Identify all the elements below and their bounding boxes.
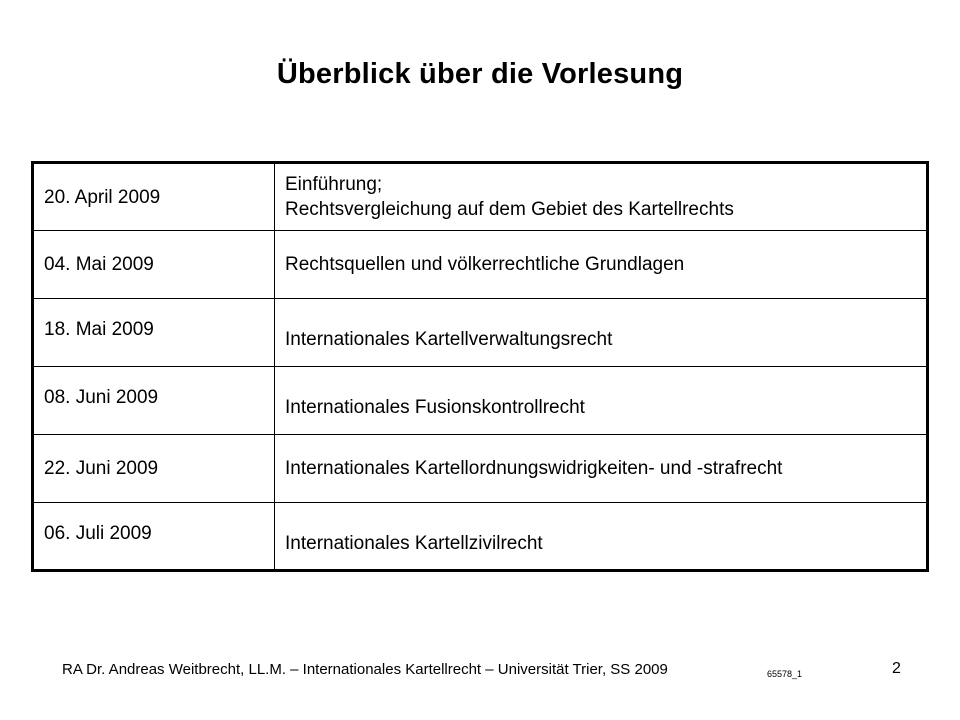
- page-number: 2: [892, 660, 901, 677]
- schedule-topic-line: Internationales Kartellzivilrecht: [285, 533, 543, 554]
- schedule-date: 22. Juni 2009: [33, 435, 275, 503]
- schedule-topic: [275, 503, 928, 571]
- schedule-row: [33, 367, 928, 435]
- schedule-topic-line: Rechtsvergleichung auf dem Gebiet des Kartellrechts: [285, 199, 734, 220]
- schedule-row: [33, 503, 928, 571]
- schedule-date: 20. April 2009: [33, 163, 275, 231]
- schedule-date: 04. Mai 2009: [33, 231, 275, 299]
- lecture-schedule-table: [31, 161, 929, 572]
- schedule-topic: [275, 299, 928, 367]
- schedule-row: [33, 435, 928, 503]
- footer-code: 65578_1: [767, 669, 803, 679]
- schedule-topic: [275, 435, 928, 503]
- schedule-row: [33, 163, 928, 231]
- schedule-topic: [275, 231, 928, 299]
- schedule-topic: [275, 163, 928, 231]
- schedule-date: 06. Juli 2009: [33, 503, 275, 571]
- schedule-row: [33, 299, 928, 367]
- schedule-date: 08. Juni 2009: [33, 367, 275, 435]
- schedule-row: [33, 231, 928, 299]
- schedule-topic-line: Rechtsquellen und völkerrechtliche Grundlagen: [285, 254, 685, 275]
- slide-title: Überblick über die Vorlesung: [276, 58, 684, 90]
- schedule-topic: [275, 367, 928, 435]
- schedule-date: 18. Mai 2009: [33, 299, 275, 367]
- schedule-topic-line: Einführung;: [285, 174, 383, 195]
- schedule-topic-line: Internationales Kartellverwaltungsrecht: [285, 329, 613, 350]
- schedule-topic-line: Internationales Kartellordnungswidrigkeiten- und -strafrecht: [285, 458, 783, 479]
- schedule-topic-line: Internationales Fusionskontrollrecht: [285, 397, 585, 418]
- slide-footer: RA Dr. Andreas Weitbrecht, LL.M. – Internationales Kartellrecht – Universität Trier, SS 2009: [62, 661, 668, 678]
